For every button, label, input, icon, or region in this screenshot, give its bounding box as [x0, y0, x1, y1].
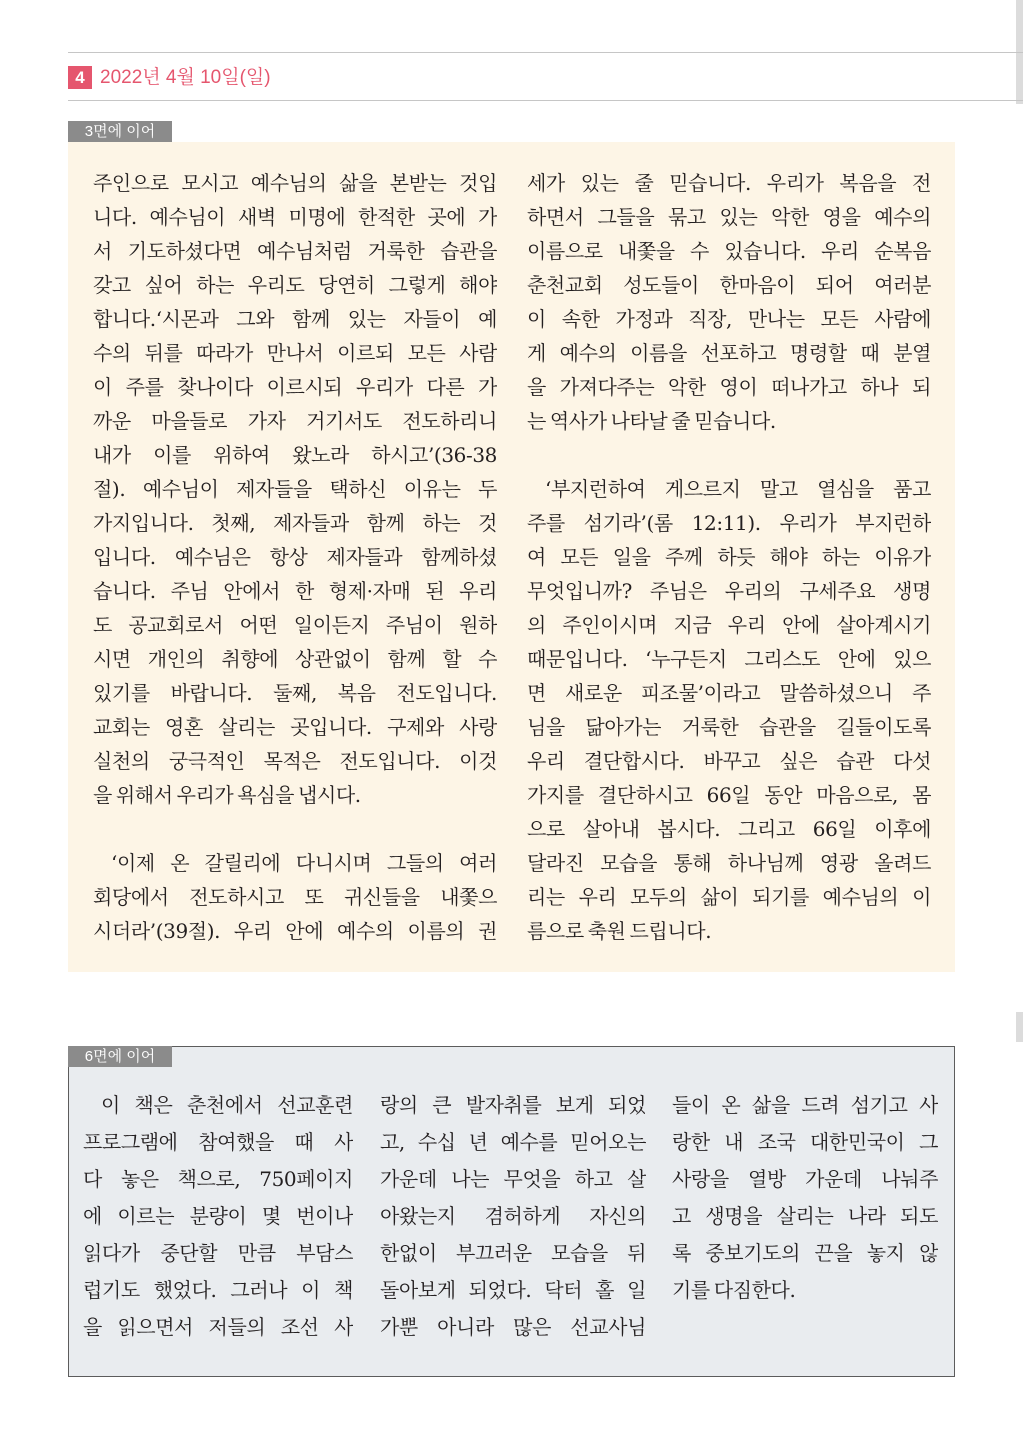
- paragraph: [527, 472, 931, 948]
- box-column-3: [672, 1087, 938, 1309]
- text-line: 수의 뒤를 따라가 만나서 이르되 모든 사람: [93, 341, 497, 365]
- text-line: 리는 우리 모두의 삶이 되기를 예수님의 이: [527, 885, 931, 909]
- text-line: 춘천교회 성도들이 한마음이 되어 여러분: [527, 273, 931, 297]
- text-line: 읽다가 중단할 만큼 부담스: [83, 1241, 353, 1265]
- text-line: 에 이르는 분량이 몇 번이나: [83, 1204, 353, 1228]
- text-line: 우리 결단합시다. 바꾸고 싶은 습관 다섯: [527, 749, 931, 773]
- text-line: 사랑을 열방 가운데 나눠주: [672, 1167, 938, 1191]
- article-column-left: [93, 166, 497, 948]
- text-line: 교회는 영혼 살리는 곳입니다. 구제와 사랑: [93, 715, 497, 739]
- text-line: 절). 예수님이 제자들을 택하신 이유는 두: [93, 477, 497, 501]
- text-line: 고, 수십 년 예수를 믿어오는: [380, 1130, 646, 1154]
- text-line: 을 읽으면서 저들의 조선 사: [83, 1315, 353, 1339]
- text-line: 아왔는지 겸허하게 자신의: [380, 1204, 646, 1228]
- paragraph: [527, 166, 931, 438]
- text-line: 갖고 싶어 하는 우리도 당연히 그렇게 해야: [93, 273, 497, 297]
- text-line: 름으로 축원 드립니다.: [527, 919, 712, 943]
- text-line: 랑한 내 조국 대한민국이 그: [672, 1130, 938, 1154]
- page-edge-shade: [1016, 1012, 1023, 1042]
- issue-date: 2022년 4월 10일(일): [100, 67, 271, 88]
- text-line: 이 주를 찾나이다 이르시되 우리가 다른 가: [93, 375, 497, 399]
- text-line: 돌아보게 되었다. 닥터 홀 일: [380, 1278, 646, 1302]
- paragraph: [380, 1087, 646, 1346]
- header-top-rule: [68, 52, 1023, 53]
- text-line: 한없이 부끄러운 모습을 뒤: [380, 1241, 646, 1265]
- text-line: ‘이제 온 갈릴리에 다니시며 그들의 여러: [111, 851, 497, 875]
- text-line: 록 중보기도의 끈을 놓지 않: [672, 1241, 938, 1265]
- text-line: 이름으로 내쫓을 수 있습니다. 우리 순복음: [527, 239, 931, 263]
- paragraph: [93, 166, 497, 812]
- paragraph: [672, 1087, 938, 1309]
- text-line: 있기를 바랍니다. 둘째, 복음 전도입니다.: [93, 681, 497, 705]
- text-line: 기를 다짐한다.: [672, 1278, 796, 1302]
- text-line: 달라진 모습을 통해 하나님께 영광 올려드: [527, 851, 931, 875]
- text-line: 다 놓은 책으로, 750페이지: [83, 1167, 353, 1191]
- text-line: 주를 섬기라’(롬 12:11). 우리가 부지런하: [527, 511, 931, 535]
- paragraph: [83, 1087, 353, 1346]
- text-line: 가운데 나는 무엇을 하고 살: [380, 1167, 646, 1191]
- text-line: 가뿐 아니라 많은 선교사님: [380, 1315, 646, 1339]
- text-line: 랑의 큰 발자취를 보게 되었: [380, 1093, 646, 1117]
- text-line: 게 예수의 이름을 선포하고 명령할 때 분열: [527, 341, 931, 365]
- box-column-1: [83, 1087, 353, 1346]
- text-line: 고 생명을 살리는 나라 되도: [672, 1204, 938, 1228]
- text-line: ‘부지런하여 게으르지 말고 열심을 품고: [545, 477, 931, 501]
- header-bottom-rule: [68, 100, 1023, 101]
- continued-text-box: [68, 1046, 955, 1377]
- continued-from-page-3-label: 3면에 이어: [68, 121, 172, 142]
- text-line: 의 주인이시며 지금 우리 안에 살아계시기: [527, 613, 931, 637]
- text-line: 하면서 그들을 묶고 있는 악한 영을 예수의: [527, 205, 931, 229]
- text-line: 합니다.‘시몬과 그와 함께 있는 자들이 예: [93, 307, 497, 331]
- text-line: 는 역사가 나타날 줄 믿습니다.: [527, 409, 776, 433]
- text-line: 도 공교회로서 어떤 일이든지 주님이 원하: [93, 613, 497, 637]
- text-line: 이 책은 춘천에서 선교훈련: [101, 1093, 353, 1117]
- text-line: 실천의 궁극적인 목적은 전도입니다. 이것: [93, 749, 497, 773]
- text-line: 으로 살아내 봅시다. 그리고 66일 이후에: [527, 817, 931, 841]
- article-box: [68, 142, 955, 972]
- text-line: 내가 이를 위하여 왔노라 하시고’(36-38: [93, 443, 497, 467]
- text-line: 입니다. 예수님은 항상 제자들과 함께하셨: [93, 545, 497, 569]
- text-line: 이 속한 가정과 직장, 만나는 모든 사람에: [527, 307, 931, 331]
- text-line: 면 새로운 피조물’이라고 말씀하셨으니 주: [527, 681, 931, 705]
- text-line: 때문입니다. ‘누구든지 그리스도 안에 있으: [527, 647, 931, 671]
- page-number-badge: 4: [68, 66, 92, 89]
- text-line: 을 위해서 우리가 욕심을 냅시다.: [93, 783, 361, 807]
- text-line: 여 모든 일을 주께 하듯 해야 하는 이유가: [527, 545, 931, 569]
- text-line: 회당에서 전도하시고 또 귀신들을 내쫓으: [93, 885, 497, 909]
- text-line: 시면 개인의 취향에 상관없이 함께 할 수: [93, 647, 497, 671]
- text-line: 주인으로 모시고 예수님의 삶을 본받는 것입: [93, 171, 497, 195]
- text-line: 무엇입니까? 주님은 우리의 구세주요 생명: [527, 579, 931, 603]
- text-line: 럽기도 했었다. 그러나 이 책: [83, 1278, 353, 1302]
- text-line: 니다. 예수님이 새벽 미명에 한적한 곳에 가: [93, 205, 497, 229]
- text-line: 습니다. 주님 안에서 한 형제·자매 된 우리: [93, 579, 497, 603]
- paragraph: [93, 846, 497, 948]
- continued-from-page-6-label: 6면에 이어: [68, 1046, 172, 1067]
- text-line: 님을 닮아가는 거룩한 습관을 길들이도록: [527, 715, 931, 739]
- text-line: 서 기도하셨다면 예수님처럼 거룩한 습관을: [93, 239, 497, 263]
- article-column-right: [527, 166, 931, 948]
- text-line: 들이 온 삶을 드려 섬기고 사: [672, 1093, 938, 1117]
- text-line: 가지입니다. 첫째, 제자들과 함께 하는 것: [93, 511, 497, 535]
- text-line: 시더라’(39절). 우리 안에 예수의 이름의 권: [93, 919, 497, 943]
- text-line: 을 가져다주는 악한 영이 떠나가고 하나 되: [527, 375, 931, 399]
- text-line: 세가 있는 줄 믿습니다. 우리가 복음을 전: [527, 171, 931, 195]
- box-column-2: [380, 1087, 646, 1346]
- text-line: 까운 마을들로 가자 거기서도 전도하리니: [93, 409, 497, 433]
- text-line: 가지를 결단하시고 66일 동안 마음으로, 몸: [527, 783, 931, 807]
- text-line: 프로그램에 참여했을 때 사: [83, 1130, 353, 1154]
